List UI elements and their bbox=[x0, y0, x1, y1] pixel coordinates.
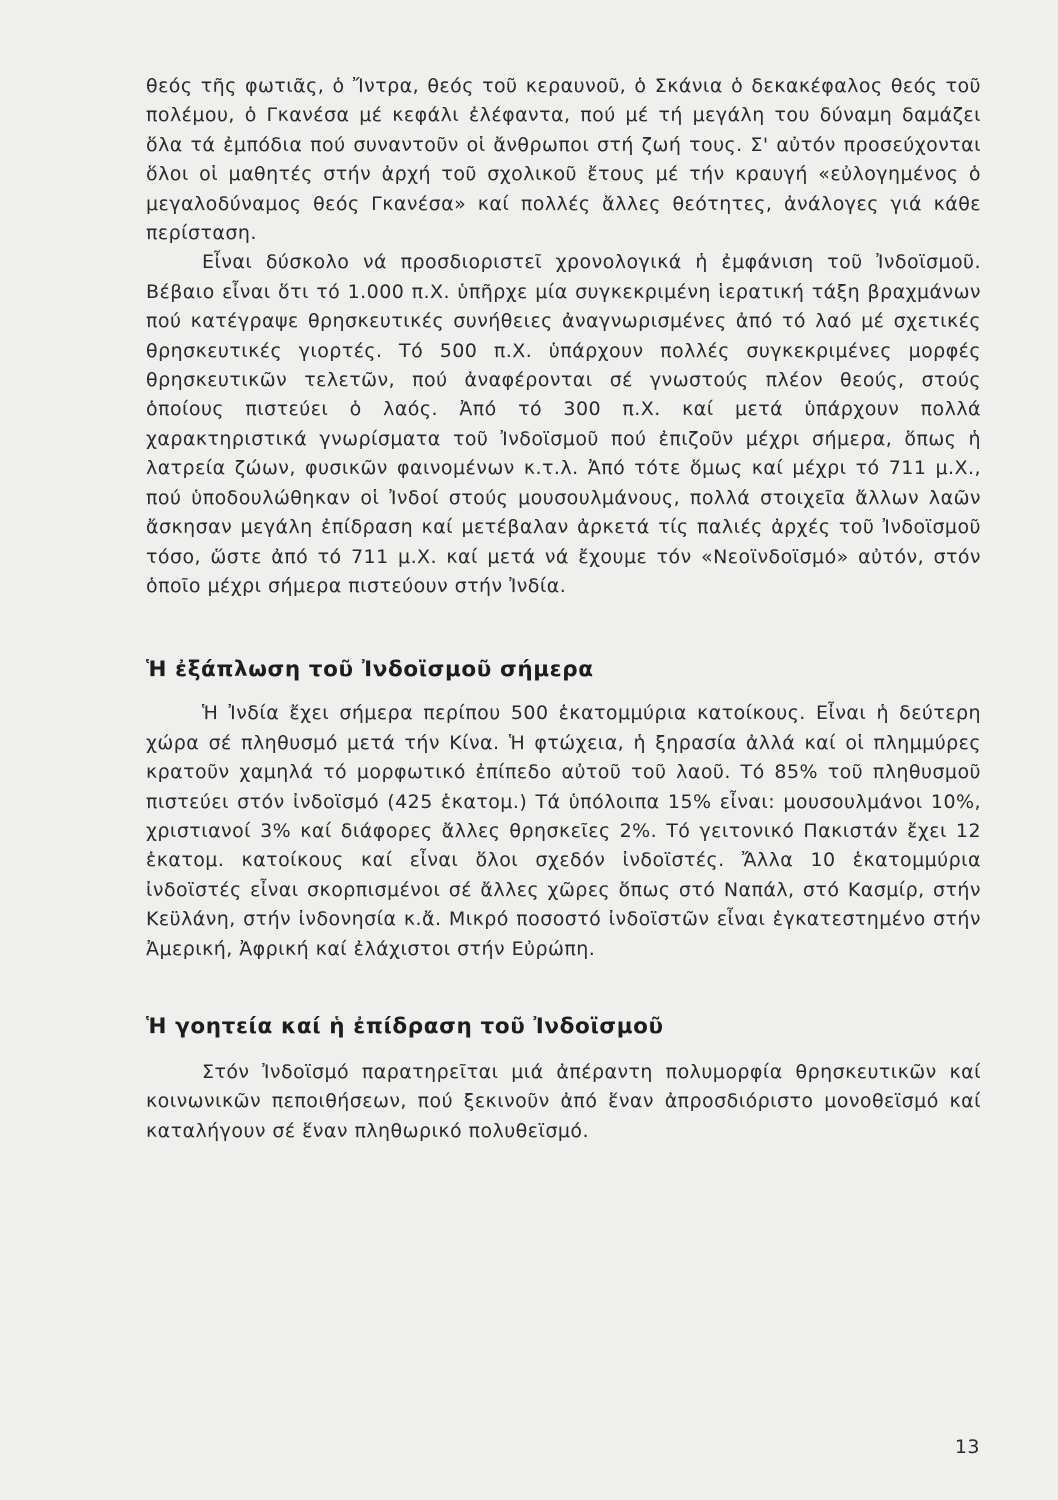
paragraph-spread: Ἡ Ἰνδία ἔχει σήμερα περίπου 500 ἑκατομμύρια κατοίκους. Εἶναι ἡ δεύτερη χώρα σέ πληθυσμό μετά τήν Κίνα. Ἡ φτώχεια, ἡ ξηρασία ἀλλά καί οἱ πλημμύρες κρατοῦν χαμηλά τό μορφωτικό ἐπίπεδο αὐτοῦ τοῦ λαοῦ. Τό 85% τοῦ πληθυσμοῦ πιστεύει στόν ἰνδοϊσμό (425 ἑκατομ.) Τά ὑπόλοιπα 15% εἶναι: μουσουλμάνοι 10%, χριστιανοί 3% καί διάφορες ἄλλες θρησκεῖες 2%. Τό γειτονικό Πακιστάν ἔχει 12 ἑκατομ. κατοίκους καί εἶναι ὅλοι σχεδόν ἰνδοϊστές. Ἄλλα 10 ἑκατομμύρια ἰνδοϊστές εἶναι σκορπισμένοι σέ ἄλλες χῶρες ὅπως στό Ναπάλ, στό Κασμίρ, στήν Κεϋλάνη, στήν ἰνδονησία κ.ἄ. Μικρό ποσοστό ἰνδοϊστῶν εἶναι ἐγκατεστημένο στήν Ἀμερική, Ἀφρική καί ἐλάχιστοι στήν Εὐρώπη. bbox=[146, 702, 981, 960]
paragraph-history: Εἶναι δύσκολο νά προσδιοριστεῖ χρονολογικά ἡ ἐμφάνιση τοῦ Ἰνδοϊσμοῦ. Βέβαιο εἶναι ὅτι τό 1.000 π.Χ. ὑπῆρχε μία συγκεκριμένη ἱερατική τάξη βραχμάνων πού κατέγραψε θρησκευτικές συνήθειες ἀναγνωρισμένες ἀπό τό λαό μέ σχετικές θρησκευτικές γιορτές. Τό 500 π.Χ. ὑπάρχουν πολλές συγκεκριμένες μορφές θρησκευτικῶν τελετῶν, πού ἀναφέρονται σέ γνωστούς πλέον θεούς, στούς ὁποίους πιστεύει ὁ λαός. Ἀπό τό 300 π.Χ. καί μετά ὑπάρχουν πολλά χαρακτηριστικά γνωρίσματα τοῦ Ἰνδοϊσμοῦ πού ἐπιζοῦν μέχρι σήμερα, ὅπως ἡ λατρεία ζώων, φυσικῶν φαινομένων κ.τ.λ. Ἀπό τότε ὅμως καί μέχρι τό 711 μ.Χ., πού ὑποδουλώθηκαν οἱ Ἰνδοί στούς μουσουλμάνους, πολλά στοιχεῖα ἄλλων λαῶν ἄσκησαν μεγάλη ἐπίδραση καί μετέβαλαν ἀρκετά τίς παλιές ἀρχές τοῦ Ἰνδοϊσμοῦ τόσο, ὥστε ἀπό τό 711 μ.Χ. καί μετά νά ἔχουμε τόν «Νεοϊνδοϊσμό» αὐτόν, στόν ὁποῖο μέχρι σήμερα πιστεύουν στήν Ἰνδία. bbox=[146, 251, 981, 597]
paragraph-gods: θεός τῆς φωτιᾶς, ὁ Ἴντρα, θεός τοῦ κεραυνοῦ, ὁ Σκάνια ὁ δεκακέφαλος θεός τοῦ πολέμου, ὁ Γκανέσα μέ κεφάλι ἐλέφαντα, πού μέ τή μεγάλη του δύναμη δαμάζει ὅλα τά ἐμπόδια πού συναντοῦν οἱ ἄνθρωποι στή ζωή τους. Σ' αὐτόν προσεύχονται ὅλοι οἱ μαθητές στήν ἀρχή τοῦ σχολικοῦ ἔτους μέ τήν κραυγή «εὐλογημένος ὁ μεγαλοδύναμος θεός Γκανέσα» καί πολλές ἄλλες θεότητες, ἀνάλογες γιά κάθε περίσταση. bbox=[146, 75, 981, 245]
section-heading-influence: Ἡ γοητεία καί ἡ ἐπίδραση τοῦ Ἰνδοϊσμοῦ bbox=[146, 1013, 664, 1039]
page-body bbox=[146, 72, 981, 1146]
section-heading-spread: Ἡ ἐξάπλωση τοῦ Ἰνδοϊσμοῦ σήμερα bbox=[146, 657, 594, 683]
page-number: 13 bbox=[954, 1436, 980, 1458]
paragraph-influence: Στόν Ἰνδοϊσμό παρατηρεῖται μιά ἀπέραντη πολυμορφία θρησκευτικῶν καί κοινωνικῶν πεποιθήσεων, πού ξεκινοῦν ἀπό ἕναν ἀπροσδιόριστο μονοθεϊσμό καί καταλήγουν σέ ἕναν πληθωρικό πολυθεϊσμό. bbox=[146, 1060, 981, 1142]
